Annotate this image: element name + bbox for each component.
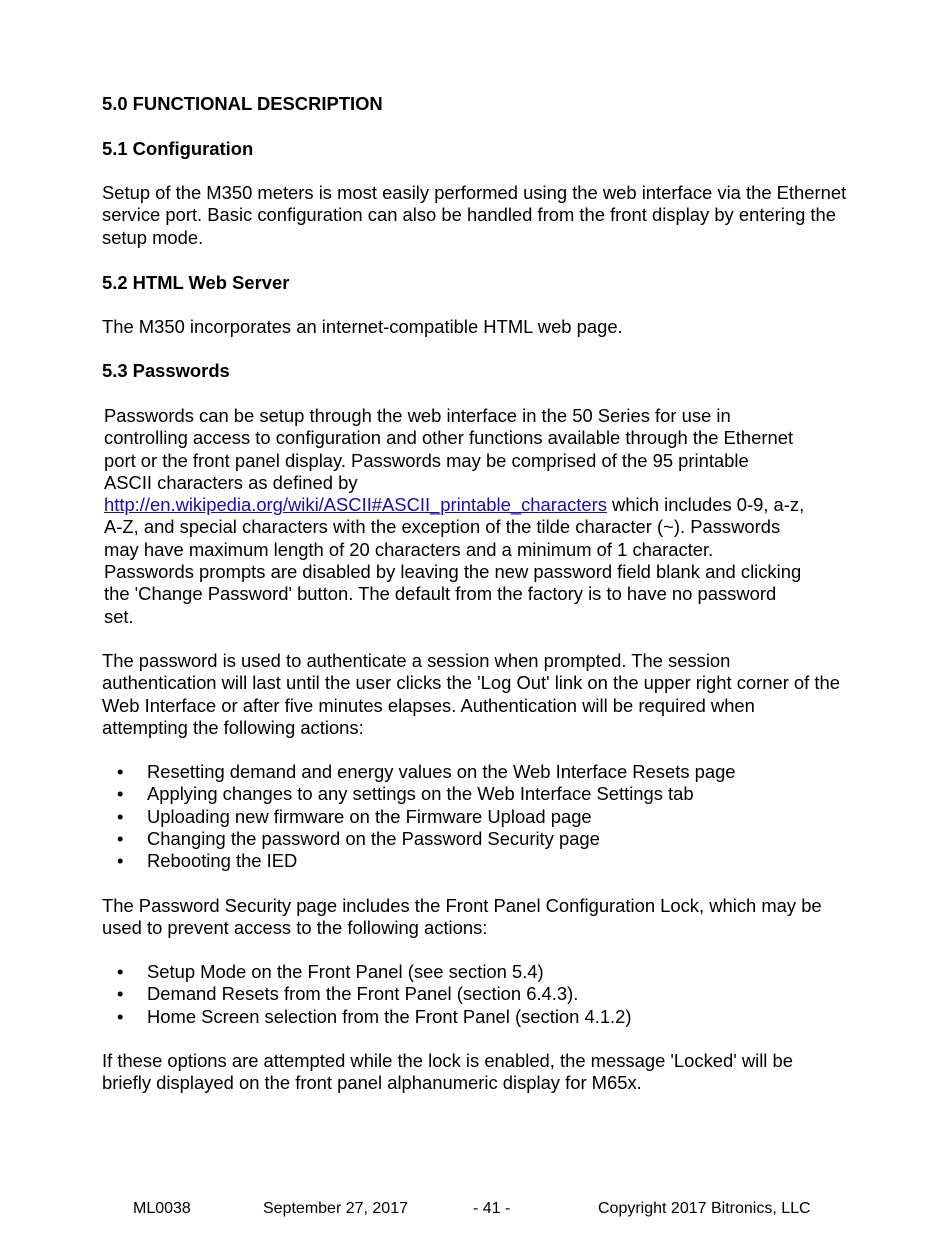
bullet-icon: • bbox=[117, 827, 124, 849]
passwords-line: Passwords prompts are disabled by leaving the new password field blank and clicking bbox=[104, 561, 802, 583]
bullet-icon: • bbox=[117, 983, 124, 1005]
passwords-line: may have maximum length of 20 characters and a minimum of 1 character. bbox=[104, 538, 714, 560]
heading-5-1: 5.1 Configuration bbox=[102, 138, 254, 159]
locked-message-paragraph: If these options are attempted while the lock is enabled, the message 'Locked' will be briefly displayed on the front panel alphanumeric display for M65x. bbox=[102, 1050, 793, 1094]
passwords-line: controlling access to configuration and other functions available through the Ethernet bbox=[104, 427, 794, 449]
list-item-text: Applying changes to any settings on the Web Interface Settings tab bbox=[147, 783, 694, 805]
passwords-line: ASCII characters as defined by bbox=[104, 471, 358, 493]
list-item-text: Uploading new firmware on the Firmware Upload page bbox=[147, 805, 592, 827]
list-item bbox=[102, 783, 736, 805]
list-item-text: Changing the password on the Password Security page bbox=[147, 827, 600, 849]
bullet-icon: • bbox=[117, 1005, 124, 1027]
configuration-paragraph: Setup of the M350 meters is most easily performed using the web interface via the Ethernet service port. Basic configuration can also be handled from the front display by entering the setup mode. bbox=[102, 182, 847, 248]
footer-date: September 27, 2017 bbox=[263, 1200, 408, 1217]
list-item bbox=[102, 1006, 632, 1028]
list-item-text: Setup Mode on the Front Panel (see section 5.4) bbox=[147, 961, 544, 982]
list-item bbox=[102, 761, 736, 783]
footer-copyright: Copyright 2017 Bitronics, LLC bbox=[598, 1200, 811, 1217]
passwords-line: port or the front panel display. Passwords may be comprised of the 95 printable bbox=[104, 449, 749, 471]
bullet-icon: • bbox=[117, 961, 124, 982]
list-item-text: Rebooting the IED bbox=[147, 850, 298, 872]
lock-paragraph: The Password Security page includes the Front Panel Configuration Lock, which may be used to prevent access to the following actions: bbox=[102, 895, 822, 939]
footer-document-id: ML0038 bbox=[133, 1200, 191, 1217]
list-item bbox=[102, 806, 736, 828]
heading-5-0: 5.0 FUNCTIONAL DESCRIPTION bbox=[102, 93, 383, 114]
footer-page-number: - 41 - bbox=[473, 1200, 511, 1217]
list-item-text: Demand Resets from the Front Panel (section 6.4.3). bbox=[147, 983, 579, 1005]
bullet-icon: • bbox=[117, 783, 124, 805]
list-item bbox=[102, 983, 632, 1005]
list-item bbox=[102, 961, 632, 983]
bullet-icon: • bbox=[117, 805, 124, 827]
ascii-wikipedia-link[interactable]: http://en.wikipedia.org/wiki/ASCII#ASCII_printable_characters bbox=[104, 494, 607, 516]
passwords-paragraph bbox=[104, 405, 864, 628]
heading-5-2: 5.2 HTML Web Server bbox=[102, 272, 290, 293]
passwords-line-tail: which includes 0-9, a-z, bbox=[606, 494, 805, 516]
authentication-actions-list bbox=[102, 761, 736, 872]
bullet-icon: • bbox=[117, 761, 124, 782]
bullet-icon: • bbox=[117, 850, 124, 872]
list-item-text: Home Screen selection from the Front Panel (section 4.1.2) bbox=[147, 1005, 632, 1027]
web-server-paragraph: The M350 incorporates an internet-compatible HTML web page. bbox=[102, 316, 623, 337]
list-item bbox=[102, 850, 736, 872]
passwords-line: set. bbox=[104, 605, 134, 627]
list-item-text: Resetting demand and energy values on the Web Interface Resets page bbox=[147, 761, 736, 782]
heading-5-3: 5.3 Passwords bbox=[102, 360, 230, 381]
passwords-line: Passwords can be setup through the web interface in the 50 Series for use in bbox=[104, 405, 731, 426]
passwords-line bbox=[104, 494, 864, 516]
session-paragraph: The password is used to authenticate a session when prompted. The session authentication will last until the user clicks the 'Log Out' link on the upper right corner of the Web Interface or after five minutes elapses. Authentication will be required when attempting the following actions: bbox=[102, 650, 840, 738]
passwords-line: the 'Change Password' button. The default from the factory is to have no password bbox=[104, 583, 777, 605]
list-item bbox=[102, 828, 736, 850]
passwords-line: A-Z, and special characters with the exception of the tilde character (~). Passwords bbox=[104, 516, 781, 538]
lock-actions-list bbox=[102, 961, 632, 1028]
